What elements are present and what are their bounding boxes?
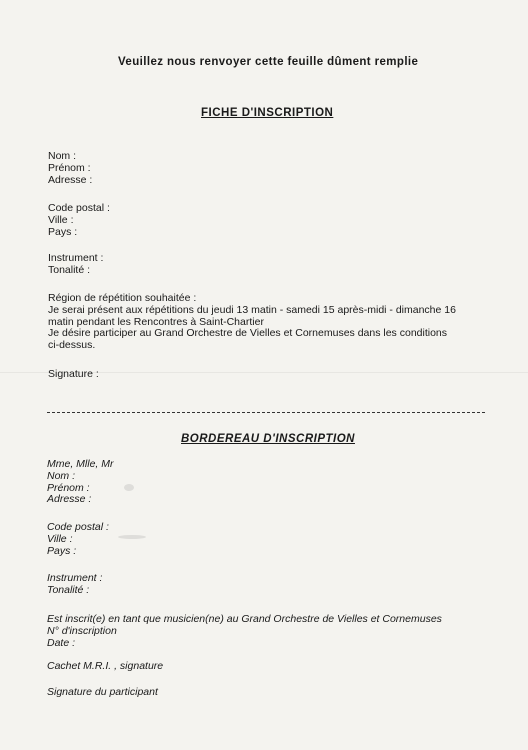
fiche-region-text: [48, 293, 456, 352]
field-nom: Nom :: [47, 469, 76, 482]
stamp-signature-label: Cachet M.R.I. , signature: [47, 660, 164, 672]
header-instruction: Veuillez nous renvoyer cette feuille dûment remplie: [118, 56, 419, 68]
field-tonalite: Tonalité :: [47, 583, 90, 596]
field-ville: Ville :: [47, 532, 73, 545]
field-ville: Ville :: [48, 213, 74, 226]
fiche-identity-fields: [48, 151, 92, 186]
region-line-1: Je serai présent aux répétitions du jeudi 13 matin - samedi 15 après-midi - dimanche 16: [48, 303, 456, 316]
bordereau-location-fields: [47, 522, 109, 557]
region-label: Région de répétition souhaitée :: [48, 292, 197, 304]
participant-signature-label: Signature du participant: [47, 686, 158, 698]
fiche-instrument-fields: [48, 253, 103, 277]
field-code-postal: Code postal :: [48, 202, 110, 214]
field-adresse: Adresse :: [47, 493, 92, 506]
region-line-3: Je désire participer au Grand Orchestre de Vielles et Cornemuses dans les conditions: [48, 327, 448, 340]
field-code-postal: Code postal :: [47, 521, 109, 533]
field-prenom: Prénom :: [48, 161, 91, 174]
fiche-title: FICHE D'INSCRIPTION: [201, 107, 334, 119]
field-civilite: Mme, Mlle, Mr: [47, 458, 114, 470]
bordereau-registration-text: [47, 614, 442, 649]
region-line-4: ci-dessus.: [48, 339, 96, 352]
field-numero-inscription: N° d'inscription: [47, 624, 117, 637]
field-instrument: Instrument :: [48, 252, 104, 264]
field-nom: Nom :: [48, 150, 77, 162]
region-line-2: matin pendant les Rencontres à Saint-Chartier: [48, 315, 264, 328]
field-adresse: Adresse :: [48, 173, 93, 186]
field-pays: Pays :: [48, 225, 78, 238]
fiche-signature: Signature :: [48, 368, 99, 380]
fiche-location-fields: [48, 203, 110, 238]
smudge-mark: [124, 484, 134, 491]
field-instrument: Instrument :: [47, 572, 103, 584]
bordereau-title: BORDEREAU D'INSCRIPTION: [181, 433, 355, 445]
bordereau-instrument-fields: [47, 573, 102, 597]
registration-line: Est inscrit(e) en tant que musicien(ne) au Grand Orchestre de Vielles et Cornemuses: [47, 613, 442, 625]
bordereau-identity-fields: [47, 459, 114, 506]
cut-line-separator: [47, 412, 485, 413]
field-prenom: Prénom :: [47, 481, 90, 494]
field-date: Date :: [47, 636, 76, 649]
smudge-mark: [118, 535, 146, 539]
field-pays: Pays :: [47, 544, 77, 557]
field-tonalite: Tonalité :: [48, 263, 91, 276]
